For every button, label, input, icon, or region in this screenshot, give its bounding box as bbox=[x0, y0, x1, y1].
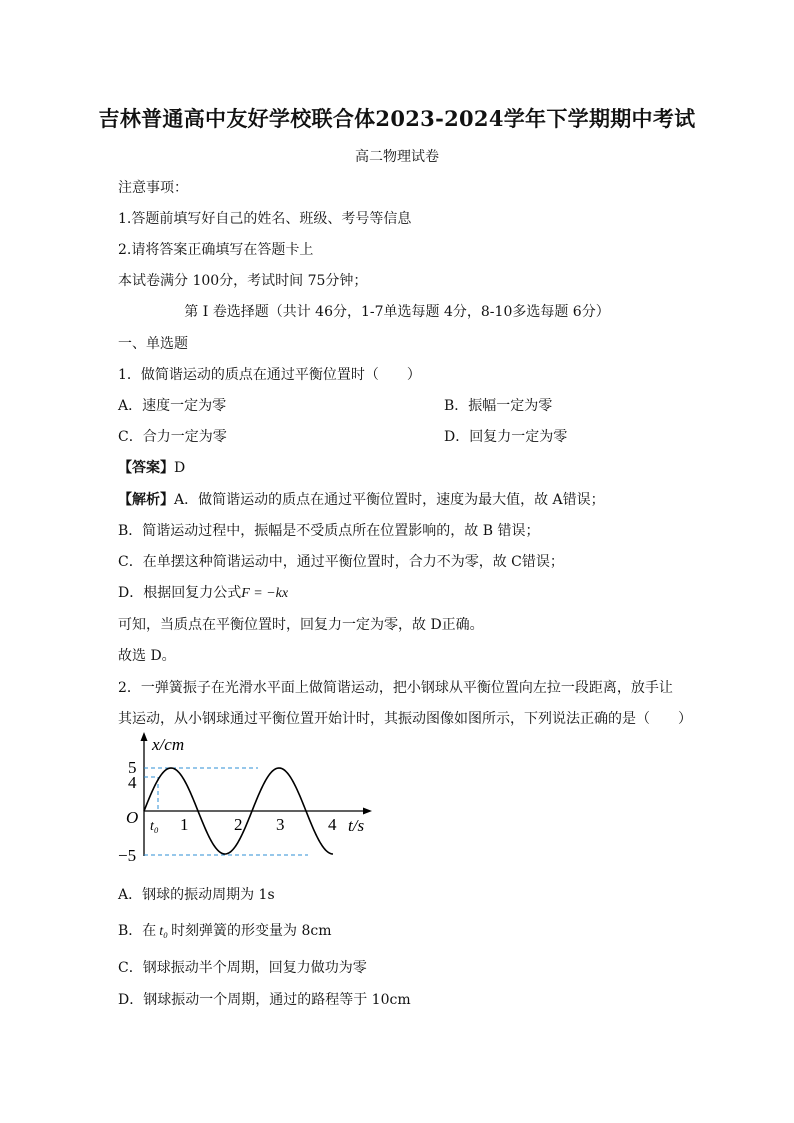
analysis-a-text: A．做简谐运动的质点在通过平衡位置时，速度为最大值，故 A错误； bbox=[174, 492, 605, 508]
origin-label: O bbox=[126, 808, 139, 827]
q1-analysis-b: B．简谐运动过程中，振幅是不受质点所在位置影响的，故 B 错误； bbox=[118, 523, 540, 539]
analysis-d-text: D．根据回复力公式 bbox=[118, 585, 242, 601]
t0-label: t₀ bbox=[150, 819, 159, 834]
q1-analysis-a bbox=[118, 489, 605, 509]
y-tick-neg5: −5 bbox=[118, 846, 137, 865]
notice-heading: 注意事项： bbox=[118, 180, 188, 196]
notice-item-2: 2.请将答案正确填写在答题卡上 bbox=[118, 242, 314, 258]
y-axis-label: x/cm bbox=[152, 735, 185, 754]
y-tick-4: 4 bbox=[128, 773, 137, 792]
q1-analysis-d bbox=[118, 582, 288, 602]
q2-stem-line2: 其运动，从小钢球通过平衡位置开始计时，其振动图像如图所示，下列说法正确的是（ ） bbox=[118, 711, 692, 727]
x-tick-2: 2 bbox=[234, 815, 243, 834]
q1-option-d: D．回复力一定为零 bbox=[444, 429, 568, 445]
section-header: 第 I 卷选择题（共计 46分，1-7单选每题 4分，8-10多选每题 6分） bbox=[184, 304, 610, 320]
q1-option-b: B．振幅一定为零 bbox=[444, 398, 553, 414]
notice-duration: 本试卷满分 100分，考试时间 75分钟； bbox=[118, 273, 368, 289]
x-axis-label: t/s bbox=[348, 816, 365, 835]
q1-option-a: A．速度一定为零 bbox=[118, 398, 227, 414]
restoring-force-formula: F = −kx bbox=[241, 586, 289, 601]
q1-answer bbox=[118, 457, 185, 477]
q1-option-c: C．合力一定为零 bbox=[118, 429, 227, 445]
analysis-label: 【解析】 bbox=[118, 492, 174, 508]
x-tick-1: 1 bbox=[180, 815, 189, 834]
q2-option-d: D．钢球振动一个周期，通过的路程等于 10cm bbox=[118, 992, 411, 1008]
part-title: 一、单选题 bbox=[118, 336, 188, 352]
exam-title: 吉林普通高中友好学校联合体2023-2024学年下学期期中考试 bbox=[98, 106, 696, 131]
exam-subtitle: 高二物理试卷 bbox=[355, 149, 439, 165]
q2-option-b-suffix: 时刻弹簧的形变量为 8cm bbox=[171, 923, 332, 939]
q1-stem: 1．做简谐运动的质点在通过平衡位置时（ ） bbox=[118, 367, 421, 383]
y-tick-5: 5 bbox=[128, 758, 137, 777]
q2-stem-line1: 2．一弹簧振子在光滑水平面上做简谐运动，把小钢球从平衡位置向左拉一段距离，放手让 bbox=[118, 680, 673, 696]
q2-option-b bbox=[118, 920, 332, 940]
vibration-graph bbox=[116, 730, 386, 870]
q2-option-b-var: t₀ bbox=[159, 924, 169, 939]
q2-option-c: C．钢球振动半个周期，回复力做功为零 bbox=[118, 960, 367, 976]
x-tick-3: 3 bbox=[276, 815, 285, 834]
y-axis-arrow bbox=[141, 732, 148, 741]
q2-option-b-prefix: B．在 bbox=[118, 923, 157, 939]
answer-label: 【答案】 bbox=[118, 460, 174, 476]
q1-conclusion: 可知，当质点在平衡位置时，回复力一定为零，故 D正确。 bbox=[118, 617, 484, 633]
q2-option-a: A．钢球的振动周期为 1s bbox=[118, 887, 275, 903]
notice-item-1: 1.答题前填写好自己的姓名、班级、考号等信息 bbox=[118, 211, 412, 227]
q1-analysis-c: C．在单摆这种简谐运动中，通过平衡位置时，合力不为零，故 C错误； bbox=[118, 554, 564, 570]
answer-value: D bbox=[174, 460, 186, 476]
x-axis-arrow bbox=[363, 808, 372, 815]
x-tick-4: 4 bbox=[328, 815, 337, 834]
q1-final: 故选 D。 bbox=[118, 648, 176, 664]
